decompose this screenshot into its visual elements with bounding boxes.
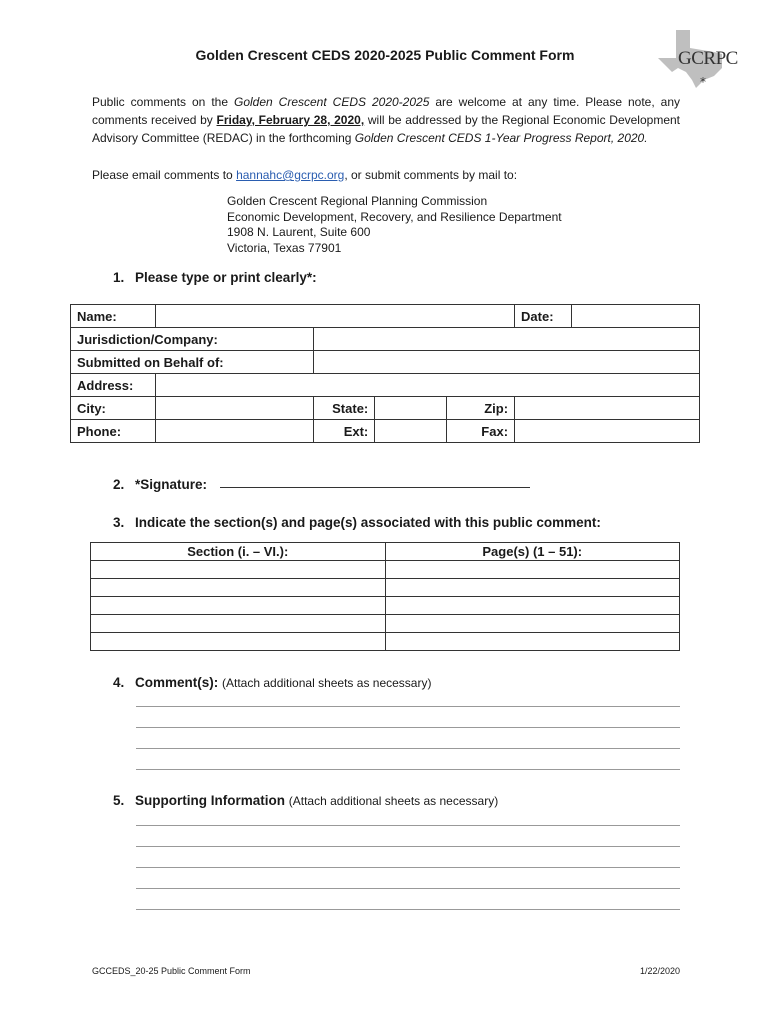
email-link[interactable]: hannahc@gcrpc.org [236, 168, 345, 182]
address-field[interactable] [155, 374, 699, 397]
supporting-info-line[interactable] [136, 867, 680, 868]
footer-date: 1/22/2020 [639, 966, 680, 976]
fax-label: Fax: [447, 420, 515, 443]
pages-cell[interactable] [385, 615, 680, 633]
section-column-header: Section (i. – VI.): [91, 543, 386, 561]
comment-line[interactable] [136, 769, 680, 770]
pages-cell[interactable] [385, 597, 680, 615]
ext-label: Ext: [313, 420, 374, 443]
table-row [91, 597, 680, 615]
svg-text:*: * [700, 75, 706, 89]
phone-label: Phone: [71, 420, 156, 443]
supporting-info-line[interactable] [136, 909, 680, 910]
supporting-info-line[interactable] [136, 888, 680, 889]
intro-paragraph: Public comments on the Golden Crescent CEDS 2020-2025 are welcome at any time. Please note, any comments received by Friday, February 28, 2020, will be addressed by the Regional Economic Development Advisory Committee (REDAC) in the forthcoming Golden Crescent CEDS 1-Year Progress Report, 2020. [92, 95, 681, 145]
section-cell[interactable] [91, 615, 386, 633]
behalf-field[interactable] [313, 351, 699, 374]
signature-line[interactable] [220, 487, 530, 488]
pages-cell[interactable] [385, 561, 680, 579]
section-5-heading: 5. Supporting Information (Attach additional sheets as necessary) [113, 793, 499, 808]
section-2-heading: 2. *Signature: [113, 477, 208, 492]
phone-field[interactable] [155, 420, 313, 443]
table-row [91, 633, 680, 651]
logo-text: GCRPC [678, 48, 738, 69]
pages-cell[interactable] [385, 579, 680, 597]
footer-form-id: GCCEDS_20-25 Public Comment Form [92, 966, 251, 976]
jurisdiction-label: Jurisdiction/Company: [71, 328, 314, 351]
table-row [91, 615, 680, 633]
state-field[interactable] [375, 397, 447, 420]
supporting-info-line[interactable] [136, 825, 680, 826]
mailing-address: Golden Crescent Regional Planning Commission Economic Development, Recovery, and Resilience Department 1908 N. Laurent, Suite 600 Victoria, Texas 77901 [227, 194, 562, 255]
section-4-heading: 4. Comment(s): (Attach additional sheets as necessary) [113, 675, 432, 690]
section-cell[interactable] [91, 597, 386, 615]
zip-label: Zip: [447, 397, 515, 420]
table-row [91, 561, 680, 579]
section-cell[interactable] [91, 579, 386, 597]
comment-line[interactable] [136, 727, 680, 728]
date-field[interactable] [572, 305, 700, 328]
name-field[interactable] [155, 305, 514, 328]
gcrpc-logo [656, 28, 752, 90]
contact-info-table [70, 304, 700, 443]
date-label: Date: [515, 305, 572, 328]
comment-line[interactable] [136, 748, 680, 749]
comment-line[interactable] [136, 706, 680, 707]
city-field[interactable] [155, 397, 313, 420]
ext-field[interactable] [375, 420, 447, 443]
section-cell[interactable] [91, 561, 386, 579]
deadline-date: Friday, February 28, 2020, [216, 113, 365, 127]
page-title: Golden Crescent CEDS 2020-2025 Public Comment Form [195, 47, 575, 63]
address-label: Address: [71, 374, 156, 397]
name-label: Name: [71, 305, 156, 328]
section-3-heading: 3. Indicate the section(s) and page(s) associated with this public comment: [113, 515, 601, 530]
pages-column-header: Page(s) (1 – 51): [385, 543, 680, 561]
behalf-label: Submitted on Behalf of: [71, 351, 314, 374]
zip-field[interactable] [515, 397, 700, 420]
table-row [91, 579, 680, 597]
fax-field[interactable] [515, 420, 700, 443]
email-instructions: Please email comments to hannahc@gcrpc.org, or submit comments by mail to: [92, 168, 518, 182]
state-label: State: [313, 397, 374, 420]
jurisdiction-field[interactable] [313, 328, 699, 351]
section-page-table [90, 542, 680, 651]
pages-cell[interactable] [385, 633, 680, 651]
supporting-info-line[interactable] [136, 846, 680, 847]
section-cell[interactable] [91, 633, 386, 651]
city-label: City: [71, 397, 156, 420]
section-1-heading: 1. Please type or print clearly*: [113, 270, 317, 285]
